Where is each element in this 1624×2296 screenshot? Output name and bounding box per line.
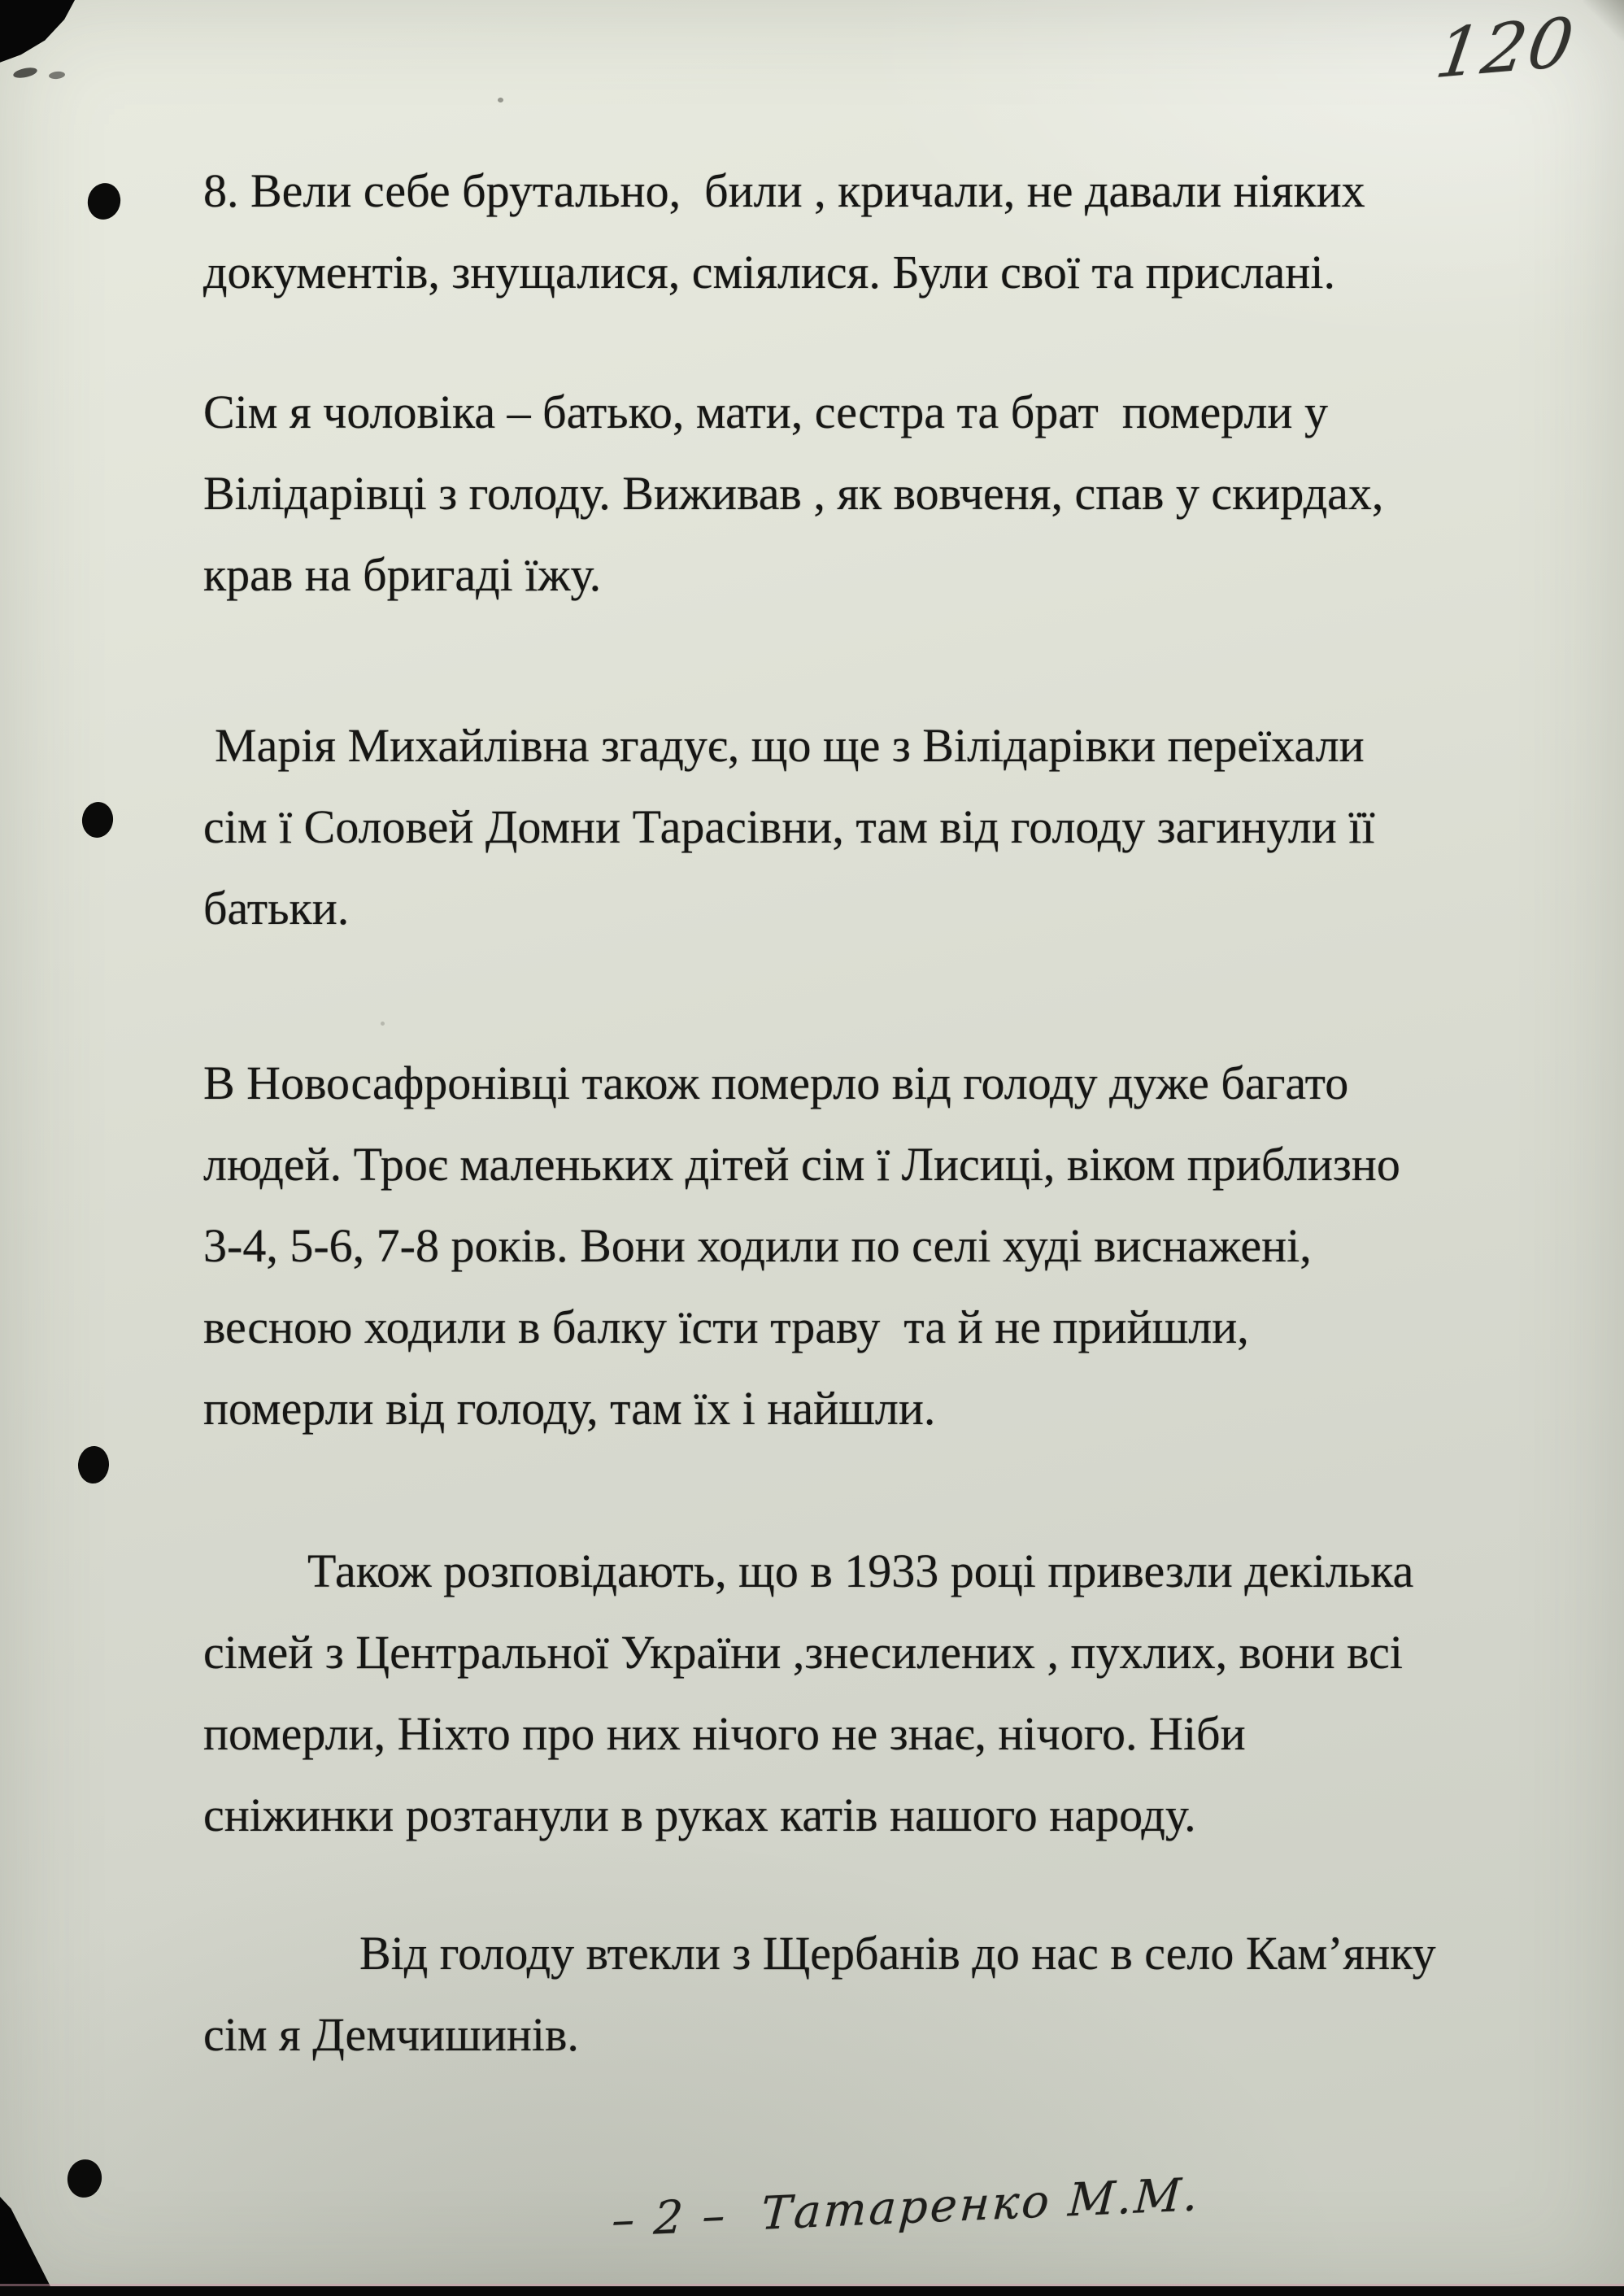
text-line: Сім я чоловіка – батько, мати, сестра та брат померли у bbox=[203, 386, 1328, 438]
paragraph-2 bbox=[203, 372, 1553, 616]
hole-punch-mark bbox=[80, 800, 115, 840]
text-line: сімей з Центральної України ,знесилених , пухлих, вони всі bbox=[203, 1626, 1404, 1679]
text-line: 8. Вели себе брутально, били , кричали, не давали ніяких bbox=[203, 164, 1365, 217]
text-line: сім ї Соловей Домни Тарасівни, там від голоду загинули її bbox=[203, 800, 1375, 853]
text-line: В Новосафронівці також померло від голоду дуже багато bbox=[203, 1057, 1349, 1109]
scan-artifact-bottom-left-corner bbox=[0, 2197, 55, 2296]
document-body-text bbox=[203, 150, 1553, 2076]
hole-punch-mark bbox=[76, 1445, 110, 1485]
text-line: весною ходили в балку їсти траву та й не прийшли, bbox=[203, 1300, 1249, 1353]
scan-smudge-mark bbox=[49, 71, 66, 80]
scan-smudge-mark bbox=[12, 66, 38, 80]
text-line: померли від голоду, там їх і найшли. bbox=[203, 1382, 936, 1435]
text-line: сім я Демчишинів. bbox=[203, 2008, 579, 2061]
text-line: Вілідарівці з голоду. Виживав , як вовченя, спав у скирдах, bbox=[203, 467, 1384, 520]
paragraph-1 bbox=[203, 150, 1553, 313]
handwritten-footer-signature: – 2 – Татаренко М.М. bbox=[610, 2168, 1202, 2247]
text-line: Марія Михайлівна згадує, що ще з Вілідарівки переїхали bbox=[215, 719, 1365, 772]
handwritten-page-number: 120 bbox=[1430, 2, 1580, 94]
paragraph-4 bbox=[203, 1043, 1553, 1449]
text-line: сніжинки розтанули в руках катів нашого народу. bbox=[203, 1788, 1196, 1841]
paragraph-5 bbox=[203, 1531, 1553, 1856]
text-line: крав на бригаді їжу. bbox=[203, 548, 602, 601]
text-line: померли, Ніхто про них нічого не знає, нічого. Ніби bbox=[203, 1707, 1246, 1760]
paragraph-3 bbox=[203, 705, 1553, 949]
text-line: батьки. bbox=[203, 882, 350, 935]
paper-speck bbox=[498, 98, 503, 102]
hole-punch-mark bbox=[64, 2157, 105, 2201]
text-line: Також розповідають, що в 1933 році привезли декілька bbox=[307, 1544, 1414, 1597]
text-line: документів, знущалися, сміялися. Були свої та прислані. bbox=[203, 246, 1335, 298]
scan-artifact-top-right-corner bbox=[1583, 0, 1624, 41]
scan-artifact-bottom-edge bbox=[0, 2286, 1624, 2296]
text-line: Від голоду втекли з Щербанів до нас в село Кам’янку bbox=[359, 1927, 1436, 1980]
hole-punch-mark bbox=[84, 180, 124, 223]
scan-artifact-top-left-corner bbox=[0, 0, 75, 65]
text-line: 3-4, 5-6, 7-8 років. Вони ходили по селі худі виснажені, bbox=[203, 1219, 1312, 1272]
paragraph-6 bbox=[203, 1913, 1553, 2076]
text-line: людей. Троє маленьких дітей сім ї Лисиці, віком приблизно bbox=[203, 1138, 1400, 1191]
